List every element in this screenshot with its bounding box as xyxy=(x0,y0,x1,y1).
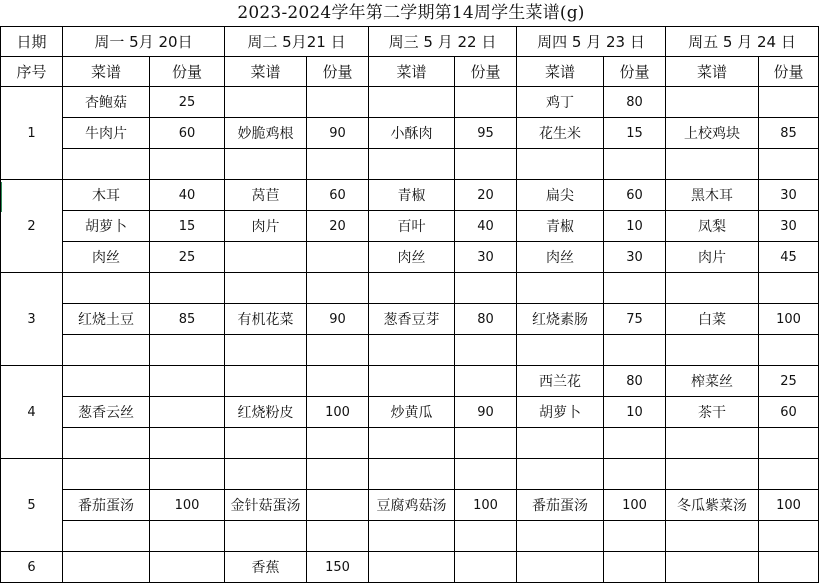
qty-cell[interactable] xyxy=(604,428,666,459)
dish-cell[interactable]: 红烧土豆 xyxy=(63,304,150,335)
dish-cell[interactable] xyxy=(63,428,150,459)
dish-cell[interactable] xyxy=(369,552,455,583)
qty-cell[interactable] xyxy=(307,149,369,180)
qty-cell[interactable] xyxy=(759,87,819,118)
qty-cell[interactable]: 85 xyxy=(150,304,225,335)
dish-cell[interactable]: 肉丝 xyxy=(369,242,455,273)
dish-cell[interactable]: 香蕉 xyxy=(225,552,307,583)
qty-header[interactable]: 份量 xyxy=(307,57,369,87)
dish-cell[interactable]: 青椒 xyxy=(517,211,604,242)
day-header-tue[interactable]: 周二 5月21 日 xyxy=(225,27,369,57)
qty-cell[interactable]: 90 xyxy=(307,118,369,149)
qty-cell[interactable] xyxy=(150,552,225,583)
qty-cell[interactable] xyxy=(455,459,517,490)
qty-cell[interactable] xyxy=(604,335,666,366)
qty-cell[interactable] xyxy=(150,397,225,428)
dish-cell[interactable]: 肉丝 xyxy=(63,242,150,273)
dish-cell[interactable] xyxy=(369,459,455,490)
dish-cell[interactable]: 炒黄瓜 xyxy=(369,397,455,428)
dish-cell[interactable] xyxy=(666,428,759,459)
qty-cell[interactable] xyxy=(307,521,369,552)
qty-cell[interactable]: 90 xyxy=(307,304,369,335)
dish-header[interactable]: 菜谱 xyxy=(63,57,150,87)
dish-cell[interactable]: 百叶 xyxy=(369,211,455,242)
dish-cell[interactable]: 鸡丁 xyxy=(517,87,604,118)
dish-cell[interactable]: 妙脆鸡根 xyxy=(225,118,307,149)
qty-cell[interactable]: 25 xyxy=(150,87,225,118)
qty-cell[interactable] xyxy=(307,428,369,459)
dish-cell[interactable]: 豆腐鸡菇汤 xyxy=(369,490,455,521)
qty-cell[interactable] xyxy=(307,490,369,521)
dish-cell[interactable] xyxy=(225,273,307,304)
qty-cell[interactable] xyxy=(759,521,819,552)
date-header[interactable]: 日期 xyxy=(1,27,63,57)
dish-cell[interactable] xyxy=(666,459,759,490)
dish-cell[interactable] xyxy=(517,273,604,304)
day-header-wed[interactable]: 周三 5 月 22 日 xyxy=(369,27,517,57)
dish-header[interactable]: 菜谱 xyxy=(225,57,307,87)
qty-cell[interactable]: 90 xyxy=(455,397,517,428)
dish-cell[interactable]: 胡萝卜 xyxy=(63,211,150,242)
qty-cell[interactable]: 30 xyxy=(604,242,666,273)
qty-cell[interactable]: 15 xyxy=(604,118,666,149)
dish-cell[interactable]: 肉丝 xyxy=(517,242,604,273)
dish-cell[interactable] xyxy=(517,521,604,552)
dish-cell[interactable]: 青椒 xyxy=(369,180,455,211)
dish-cell[interactable] xyxy=(666,521,759,552)
qty-cell[interactable]: 40 xyxy=(455,211,517,242)
qty-cell[interactable] xyxy=(307,87,369,118)
dish-cell[interactable]: 番茄蛋汤 xyxy=(63,490,150,521)
qty-cell[interactable] xyxy=(759,335,819,366)
qty-cell[interactable]: 10 xyxy=(604,211,666,242)
qty-cell[interactable] xyxy=(150,273,225,304)
dish-cell[interactable] xyxy=(517,459,604,490)
dish-cell[interactable] xyxy=(63,273,150,304)
qty-cell[interactable]: 10 xyxy=(604,397,666,428)
dish-cell[interactable] xyxy=(225,87,307,118)
qty-cell[interactable]: 100 xyxy=(759,490,819,521)
qty-cell[interactable]: 60 xyxy=(604,180,666,211)
dish-cell[interactable] xyxy=(225,521,307,552)
dish-cell[interactable] xyxy=(63,335,150,366)
qty-cell[interactable] xyxy=(455,552,517,583)
qty-cell[interactable]: 60 xyxy=(307,180,369,211)
qty-cell[interactable]: 20 xyxy=(455,180,517,211)
qty-header[interactable]: 份量 xyxy=(604,57,666,87)
dish-header[interactable]: 菜谱 xyxy=(666,57,759,87)
qty-cell[interactable]: 30 xyxy=(455,242,517,273)
dish-cell[interactable] xyxy=(225,149,307,180)
dish-cell[interactable]: 肉片 xyxy=(666,242,759,273)
dish-cell[interactable]: 白菜 xyxy=(666,304,759,335)
dish-cell[interactable]: 番茄蛋汤 xyxy=(517,490,604,521)
dish-cell[interactable] xyxy=(517,149,604,180)
dish-cell[interactable] xyxy=(517,428,604,459)
dish-cell[interactable] xyxy=(666,149,759,180)
dish-cell[interactable]: 牛肉片 xyxy=(63,118,150,149)
sheet-title: 2023-2024学年第二学期第14周学生菜谱(g) xyxy=(237,3,585,23)
qty-cell[interactable] xyxy=(455,366,517,397)
qty-cell[interactable] xyxy=(759,273,819,304)
dish-cell[interactable] xyxy=(63,366,150,397)
dish-cell[interactable] xyxy=(225,335,307,366)
dish-cell[interactable]: 花生米 xyxy=(517,118,604,149)
qty-cell[interactable]: 40 xyxy=(150,180,225,211)
dish-cell[interactable]: 茶干 xyxy=(666,397,759,428)
qty-cell[interactable] xyxy=(604,149,666,180)
qty-cell[interactable]: 85 xyxy=(759,118,819,149)
qty-cell[interactable] xyxy=(150,428,225,459)
dish-cell[interactable] xyxy=(517,335,604,366)
qty-cell[interactable]: 15 xyxy=(150,211,225,242)
dish-cell[interactable]: 榨菜丝 xyxy=(666,366,759,397)
qty-cell[interactable]: 20 xyxy=(307,211,369,242)
qty-cell[interactable] xyxy=(455,273,517,304)
dish-cell[interactable] xyxy=(225,242,307,273)
dish-cell[interactable]: 上校鸡块 xyxy=(666,118,759,149)
day-header-thu[interactable]: 周四 5 月 23 日 xyxy=(517,27,666,57)
qty-cell[interactable] xyxy=(759,428,819,459)
qty-header[interactable]: 份量 xyxy=(759,57,819,87)
qty-cell[interactable]: 80 xyxy=(604,87,666,118)
dish-cell[interactable]: 葱香豆芽 xyxy=(369,304,455,335)
seq-cell[interactable]: 5 xyxy=(1,459,63,552)
qty-cell[interactable] xyxy=(604,273,666,304)
qty-cell[interactable] xyxy=(150,335,225,366)
qty-cell[interactable]: 25 xyxy=(759,366,819,397)
qty-cell[interactable] xyxy=(604,459,666,490)
seq-cell[interactable]: 3 xyxy=(1,273,63,366)
seq-cell[interactable]: 1 xyxy=(1,87,63,180)
qty-cell[interactable] xyxy=(455,335,517,366)
qty-cell[interactable] xyxy=(759,149,819,180)
qty-cell[interactable]: 80 xyxy=(455,304,517,335)
dish-cell[interactable]: 胡萝卜 xyxy=(517,397,604,428)
dish-cell[interactable] xyxy=(63,521,150,552)
qty-cell[interactable]: 95 xyxy=(455,118,517,149)
dish-cell[interactable]: 金针菇蛋汤 xyxy=(225,490,307,521)
dish-cell[interactable]: 红烧粉皮 xyxy=(225,397,307,428)
menu-table xyxy=(0,26,819,583)
qty-cell[interactable] xyxy=(455,87,517,118)
qty-cell[interactable]: 100 xyxy=(150,490,225,521)
dish-cell[interactable] xyxy=(369,366,455,397)
qty-cell[interactable] xyxy=(307,459,369,490)
qty-cell[interactable]: 150 xyxy=(307,552,369,583)
qty-cell[interactable] xyxy=(307,273,369,304)
qty-cell[interactable]: 60 xyxy=(759,397,819,428)
dish-cell[interactable]: 凤梨 xyxy=(666,211,759,242)
seq-cell[interactable]: 4 xyxy=(1,366,63,459)
qty-cell[interactable] xyxy=(759,552,819,583)
dish-cell[interactable] xyxy=(369,273,455,304)
qty-cell[interactable]: 100 xyxy=(307,397,369,428)
dish-cell[interactable]: 西兰花 xyxy=(517,366,604,397)
dish-cell[interactable]: 红烧素肠 xyxy=(517,304,604,335)
qty-cell[interactable]: 60 xyxy=(150,118,225,149)
dish-header[interactable]: 菜谱 xyxy=(369,57,455,87)
qty-cell[interactable] xyxy=(455,521,517,552)
dish-cell[interactable] xyxy=(225,428,307,459)
dish-cell[interactable] xyxy=(517,552,604,583)
qty-cell[interactable] xyxy=(455,428,517,459)
dish-cell[interactable]: 莴苣 xyxy=(225,180,307,211)
qty-cell[interactable]: 25 xyxy=(150,242,225,273)
dish-cell[interactable] xyxy=(369,149,455,180)
dish-cell[interactable] xyxy=(63,459,150,490)
qty-cell[interactable] xyxy=(150,366,225,397)
qty-cell[interactable] xyxy=(604,552,666,583)
day-header-fri[interactable]: 周五 5 月 24 日 xyxy=(666,27,819,57)
dish-cell[interactable] xyxy=(666,335,759,366)
qty-cell[interactable]: 80 xyxy=(604,366,666,397)
dish-cell[interactable]: 有机花菜 xyxy=(225,304,307,335)
dish-cell[interactable]: 肉片 xyxy=(225,211,307,242)
dish-cell[interactable] xyxy=(63,149,150,180)
qty-cell[interactable]: 30 xyxy=(759,180,819,211)
qty-cell[interactable] xyxy=(150,521,225,552)
seq-cell[interactable]: 2 xyxy=(1,180,63,273)
qty-cell[interactable] xyxy=(307,335,369,366)
dish-cell[interactable] xyxy=(666,273,759,304)
dish-cell[interactable] xyxy=(225,459,307,490)
dish-cell[interactable]: 黑木耳 xyxy=(666,180,759,211)
dish-cell[interactable]: 木耳 xyxy=(63,180,150,211)
seq-header[interactable]: 序号 xyxy=(1,57,63,87)
qty-cell[interactable] xyxy=(307,242,369,273)
dish-cell[interactable] xyxy=(666,552,759,583)
dish-cell[interactable] xyxy=(369,87,455,118)
qty-cell[interactable] xyxy=(150,459,225,490)
qty-cell[interactable] xyxy=(604,521,666,552)
qty-cell[interactable]: 100 xyxy=(759,304,819,335)
qty-header[interactable]: 份量 xyxy=(150,57,225,87)
qty-cell[interactable]: 100 xyxy=(455,490,517,521)
dish-cell[interactable] xyxy=(369,335,455,366)
qty-cell[interactable]: 75 xyxy=(604,304,666,335)
dish-cell[interactable]: 冬瓜紫菜汤 xyxy=(666,490,759,521)
dish-cell[interactable] xyxy=(369,521,455,552)
qty-cell[interactable] xyxy=(759,459,819,490)
qty-cell[interactable]: 30 xyxy=(759,211,819,242)
qty-cell[interactable]: 100 xyxy=(604,490,666,521)
dish-cell[interactable] xyxy=(225,366,307,397)
qty-cell[interactable] xyxy=(150,149,225,180)
dish-header[interactable]: 菜谱 xyxy=(517,57,604,87)
qty-cell[interactable]: 45 xyxy=(759,242,819,273)
dish-cell[interactable] xyxy=(666,87,759,118)
dish-cell[interactable] xyxy=(369,428,455,459)
qty-cell[interactable] xyxy=(307,366,369,397)
qty-header[interactable]: 份量 xyxy=(455,57,517,87)
dish-cell[interactable]: 葱香云丝 xyxy=(63,397,150,428)
dish-cell[interactable]: 扁尖 xyxy=(517,180,604,211)
qty-cell[interactable] xyxy=(455,149,517,180)
dish-cell[interactable]: 小酥肉 xyxy=(369,118,455,149)
dish-cell[interactable]: 杏鲍菇 xyxy=(63,87,150,118)
seq-cell[interactable]: 6 xyxy=(1,552,63,583)
dish-cell[interactable] xyxy=(63,552,150,583)
day-header-mon[interactable]: 周一 5月 20日 xyxy=(63,27,225,57)
